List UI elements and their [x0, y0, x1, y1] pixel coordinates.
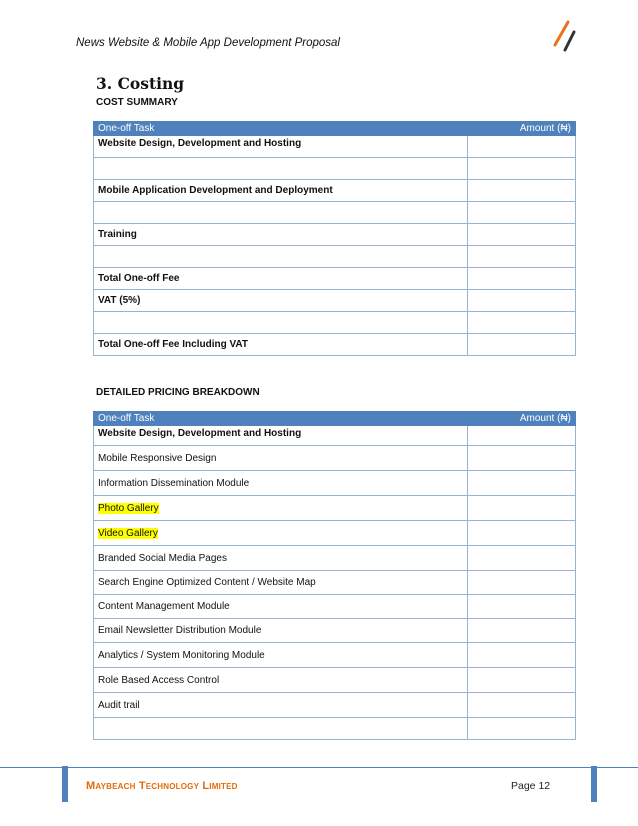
page-number: Page 12: [511, 780, 551, 792]
row-label: Branded Social Media Pages: [94, 546, 468, 571]
table-row: [94, 693, 576, 718]
table-row: [94, 446, 576, 471]
table-row: [94, 268, 576, 290]
table-row: [94, 619, 576, 643]
row-amount: [468, 202, 576, 224]
row-amount: [468, 224, 576, 246]
row-amount: [468, 136, 576, 158]
footer-bar-right: [591, 766, 597, 802]
row-label: VAT (5%): [94, 290, 468, 312]
row-amount: [468, 471, 576, 496]
row-label: Total One-off Fee: [94, 268, 468, 290]
highlighted-label: Video Gallery: [98, 527, 158, 539]
row-label: Role Based Access Control: [94, 668, 468, 693]
table-header-row: [94, 412, 576, 426]
table-row: [94, 246, 576, 268]
row-label: Audit trail: [94, 693, 468, 718]
row-label: [94, 202, 468, 224]
column-header-amount: Amount (₦): [468, 412, 576, 426]
company-name: Maybeach Technology Limited: [86, 780, 238, 792]
page-header-title: News Website & Mobile App Development Proposal: [76, 37, 340, 49]
row-label: [94, 246, 468, 268]
row-amount: [468, 496, 576, 521]
row-label: Mobile Application Development and Deployment: [94, 180, 468, 202]
table-group-row: [94, 426, 576, 446]
row-amount: [468, 546, 576, 571]
row-amount: [468, 595, 576, 619]
row-amount: [468, 334, 576, 356]
row-amount: [468, 180, 576, 202]
row-label: Website Design, Development and Hosting: [94, 136, 468, 158]
row-label: [94, 521, 468, 546]
highlighted-label: Photo Gallery: [98, 502, 159, 514]
row-label: [94, 158, 468, 180]
footer-bar-left: [62, 766, 68, 802]
table-row: [94, 521, 576, 546]
row-label: Training: [94, 224, 468, 246]
table-row: [94, 595, 576, 619]
row-amount: [468, 521, 576, 546]
table-row: [94, 224, 576, 246]
row-label: [94, 312, 468, 334]
row-label: Analytics / System Monitoring Module: [94, 643, 468, 668]
table-row: [94, 496, 576, 521]
table-row: [94, 180, 576, 202]
row-label: [94, 718, 468, 740]
column-header-task: One-off Task: [94, 122, 468, 136]
table-row: [94, 471, 576, 496]
detailed-pricing-heading: DETAILED PRICING BREAKDOWN: [96, 387, 260, 398]
row-amount: [468, 718, 576, 740]
table-row: [94, 571, 576, 595]
row-amount: [468, 571, 576, 595]
table-row: [94, 334, 576, 356]
row-amount: [468, 668, 576, 693]
row-label: Email Newsletter Distribution Module: [94, 619, 468, 643]
row-amount: [468, 158, 576, 180]
group-label: Website Design, Development and Hosting: [94, 426, 468, 446]
table-row: [94, 718, 576, 740]
row-label: Information Dissemination Module: [94, 471, 468, 496]
row-amount: [468, 268, 576, 290]
row-label: [94, 496, 468, 521]
table-header-row: [94, 122, 576, 136]
table-row: [94, 643, 576, 668]
column-header-amount: Amount (₦): [468, 122, 576, 136]
row-label: Mobile Responsive Design: [94, 446, 468, 471]
row-amount: [468, 246, 576, 268]
row-amount: [468, 619, 576, 643]
table-row: [94, 668, 576, 693]
row-amount: [468, 426, 576, 446]
cost-summary-table: [93, 121, 576, 356]
column-header-task: One-off Task: [94, 412, 468, 426]
detailed-pricing-table: [93, 411, 576, 740]
table-row: [94, 202, 576, 224]
footer-divider: [0, 767, 638, 768]
row-label: Search Engine Optimized Content / Website Map: [94, 571, 468, 595]
row-amount: [468, 312, 576, 334]
table-row: [94, 136, 576, 158]
row-amount: [468, 643, 576, 668]
row-amount: [468, 446, 576, 471]
cost-summary-heading: COST SUMMARY: [96, 97, 178, 108]
row-label: Content Management Module: [94, 595, 468, 619]
row-amount: [468, 693, 576, 718]
table-row: [94, 158, 576, 180]
section-title: 3. Costing: [96, 74, 185, 93]
table-row: [94, 290, 576, 312]
table-row: [94, 546, 576, 571]
table-row: [94, 312, 576, 334]
row-amount: [468, 290, 576, 312]
row-label: Total One-off Fee Including VAT: [94, 334, 468, 356]
slash-logo-icon: [548, 20, 578, 54]
